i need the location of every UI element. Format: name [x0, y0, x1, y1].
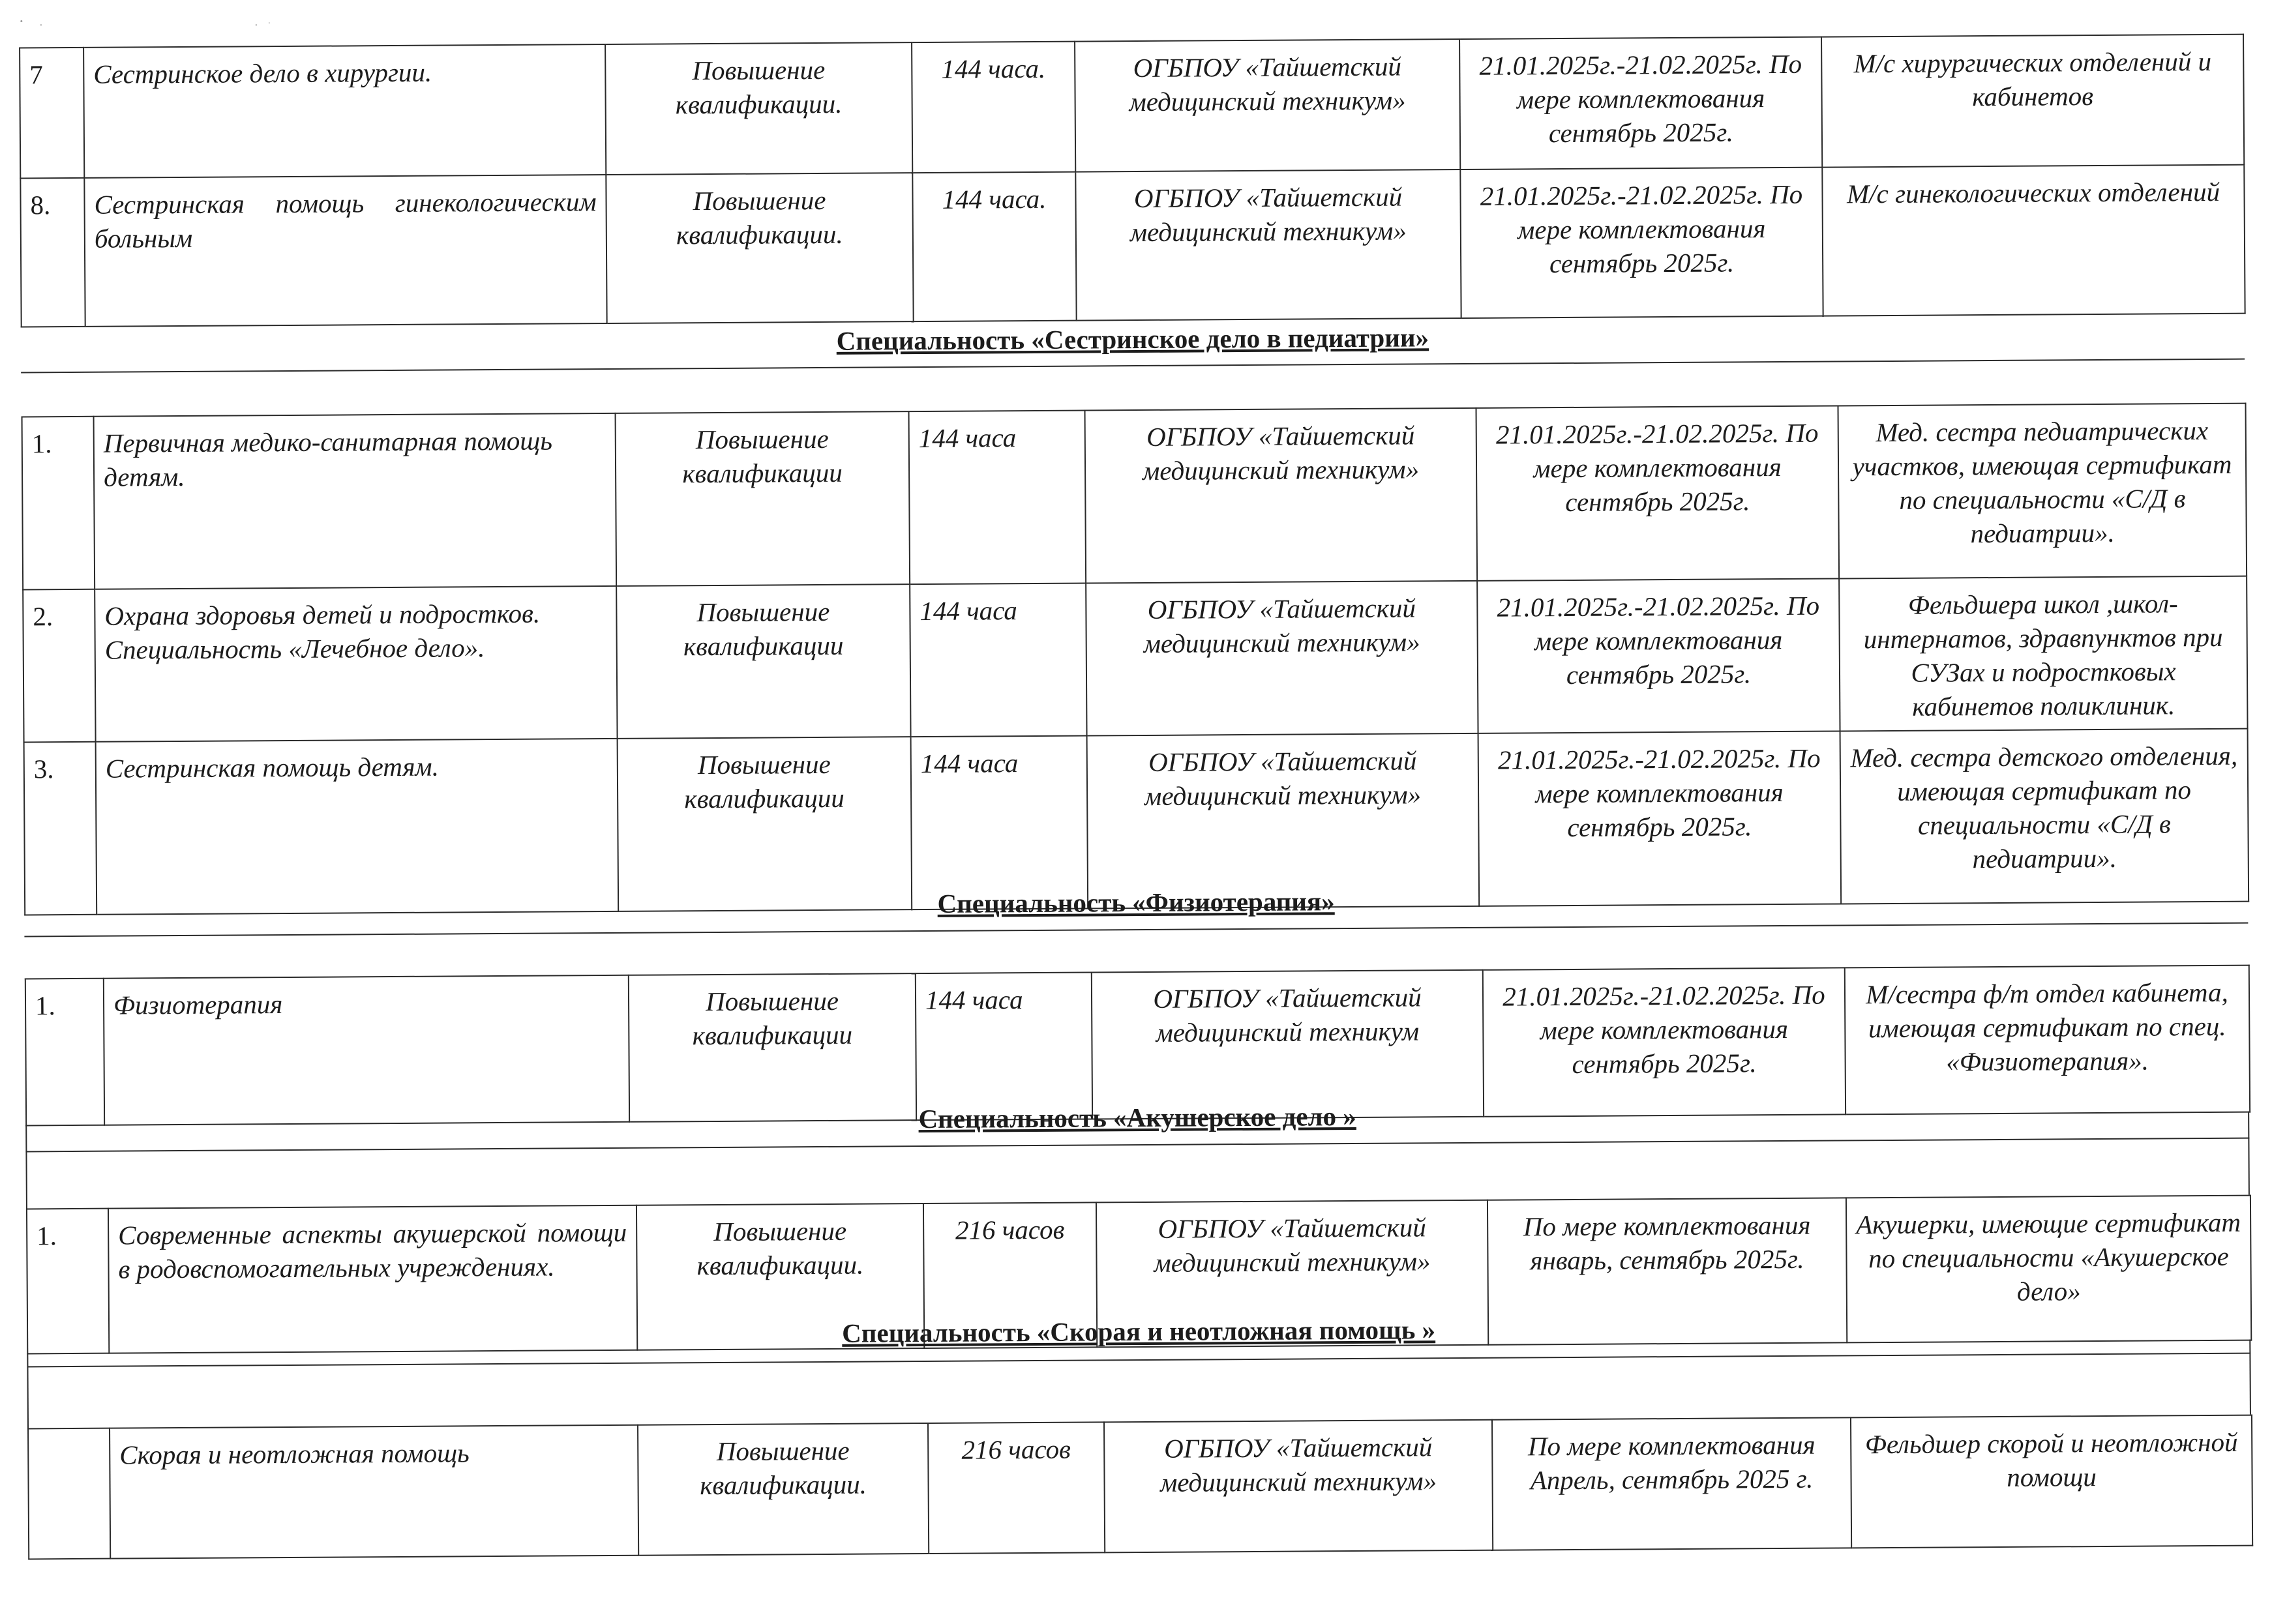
course-organization: ОГБПОУ «Тайшетский медицинский техникум» [1085, 408, 1478, 583]
course-type: Повышение квалификации. [636, 1203, 924, 1350]
course-organization: ОГБПОУ «Тайшетский медицинский техникум» [1086, 581, 1478, 736]
course-hours: 144 часа [916, 972, 1092, 1120]
course-title: Сестринское дело в хирургии. [83, 44, 606, 178]
section-heading-emergency: Специальность «Скорая и неотложная помощь » [842, 1314, 1436, 1348]
course-audience: Фельдшера школ ,школ-интернатов, здравпунктов при СУЗах и подростковых кабинетов поликлиник. [1839, 576, 2247, 731]
course-organization: ОГБПОУ «Тайшетский медицинский техникум» [1087, 733, 1480, 909]
section-heading-pediatrics: Специальность «Сестринское дело в педиатрии» [836, 322, 1429, 356]
divider [25, 1138, 2249, 1153]
pediatrics-table [22, 403, 2250, 916]
section-heading-physiotherapy: Специальность «Физиотерапия» [937, 886, 1335, 919]
course-audience: Мед. сестра педиатрических участков, имеющая сертификат по специальности «С/Д в педиатрии». [1838, 404, 2247, 579]
row-number: 3. [24, 742, 97, 915]
divider [24, 923, 2248, 937]
row-number: 8. [20, 178, 85, 327]
course-dates: 21.01.2025г.-21.02.2025г. По мере комплектования сентябрь 2025г. [1476, 406, 1840, 580]
table-row [20, 165, 2245, 327]
course-dates: 21.01.2025г.-21.02.2025г. По мере комплектования сентябрь 2025г. [1460, 168, 1823, 318]
course-title: Сестринская помощь гинекологическим больным [84, 175, 606, 327]
row-number: 1. [25, 979, 104, 1126]
course-organization: ОГБПОУ «Тайшетский медицинский техникум» [1075, 170, 1461, 321]
course-organization: ОГБПОУ «Тайшетский медицинский техникум» [1075, 39, 1460, 172]
section-heading-obstetrics: Специальность «Акушерское дело » [918, 1100, 1356, 1134]
row-number: 1. [27, 1209, 109, 1354]
course-type: Повышение квалификации [618, 737, 912, 911]
course-title: Современные аспекты акушерской помощи в родовспомогательных учреждениях. [108, 1205, 637, 1353]
divider [27, 1353, 2250, 1368]
course-organization: ОГБПОУ «Тайшетский медицинский техникум» [1096, 1200, 1488, 1348]
course-organization: ОГБПОУ «Тайшетский медицинский техникум [1092, 970, 1484, 1119]
course-hours: 144 часа [910, 583, 1086, 737]
course-audience: Фельдшер скорой и неотложной помощи [1851, 1415, 2252, 1548]
course-type: Повышение квалификации [616, 411, 910, 586]
course-dates: 21.01.2025г.-21.02.2025г. По мере комплектования сентябрь 2025г. [1478, 731, 1842, 906]
course-hours: 144 часа [911, 736, 1088, 910]
course-audience: М/с гинекологических отделений [1822, 165, 2245, 316]
course-audience: Акушерки, имеющие сертификат по специальности «Акушерское дело» [1846, 1196, 2251, 1343]
course-type: Повышение квалификации. [605, 42, 912, 175]
frame-line [27, 1353, 29, 1428]
course-organization: ОГБПОУ «Тайшетский медицинский техникум» [1104, 1420, 1493, 1553]
row-number: 1. [22, 417, 95, 590]
course-audience: М/сестра ф/т отдел кабинета, имеющая сертификат по спец. «Физиотерапия». [1845, 966, 2250, 1115]
course-title: Охрана здоровья детей и подростков. Специальность «Лечебное дело». [95, 586, 617, 742]
table-row [28, 1415, 2252, 1559]
course-type: Повышение квалификации. [606, 173, 913, 323]
course-dates: 21.01.2025г.-21.02.2025г. По мере комплектования сентябрь 2025г. [1459, 37, 1822, 170]
table-row [20, 35, 2244, 179]
course-dates: 21.01.2025г.-21.02.2025г. По мере комплектования сентябрь 2025г. [1483, 967, 1846, 1116]
course-hours: 216 часов [928, 1422, 1105, 1554]
course-audience: М/с хирургических отделений и кабинетов [1821, 35, 2244, 168]
frame-line [2249, 1340, 2251, 1415]
course-dates: По мере комплектования Апрель, сентябрь 2025 г. [1492, 1417, 1851, 1550]
surgery-rows-table [19, 34, 2246, 328]
row-number [28, 1428, 110, 1559]
course-title: Первичная медико-санитарная помощь детям. [94, 413, 617, 589]
table-row [22, 404, 2247, 590]
course-type: Повышение квалификации. [638, 1423, 929, 1556]
course-type: Повышение квалификации [616, 584, 910, 739]
course-dates: По мере комплектования январь, сентябрь 2025г. [1487, 1198, 1847, 1344]
course-title: Сестринская помощь детям. [96, 739, 619, 915]
row-number: 7 [20, 48, 84, 179]
emergency-table [27, 1415, 2253, 1560]
course-type: Повышение квалификации [629, 973, 916, 1122]
course-hours: 216 часов [923, 1202, 1097, 1348]
course-title: Скорая и неотложная помощь [110, 1425, 638, 1559]
course-hours: 144 часа. [912, 42, 1075, 173]
course-dates: 21.01.2025г.-21.02.2025г. По мере комплектования сентябрь 2025г. [1477, 578, 1840, 733]
course-hours: 144 часа. [912, 172, 1076, 322]
table-row [23, 576, 2247, 743]
divider [21, 359, 2245, 374]
course-hours: 144 часа [909, 411, 1086, 585]
course-audience: Мед. сестра детского отделения, имеющая сертификат по специальности «С/Д в педиатрии». [1840, 729, 2249, 904]
row-number: 2. [23, 589, 95, 743]
course-title: Физиотерапия [104, 975, 629, 1125]
